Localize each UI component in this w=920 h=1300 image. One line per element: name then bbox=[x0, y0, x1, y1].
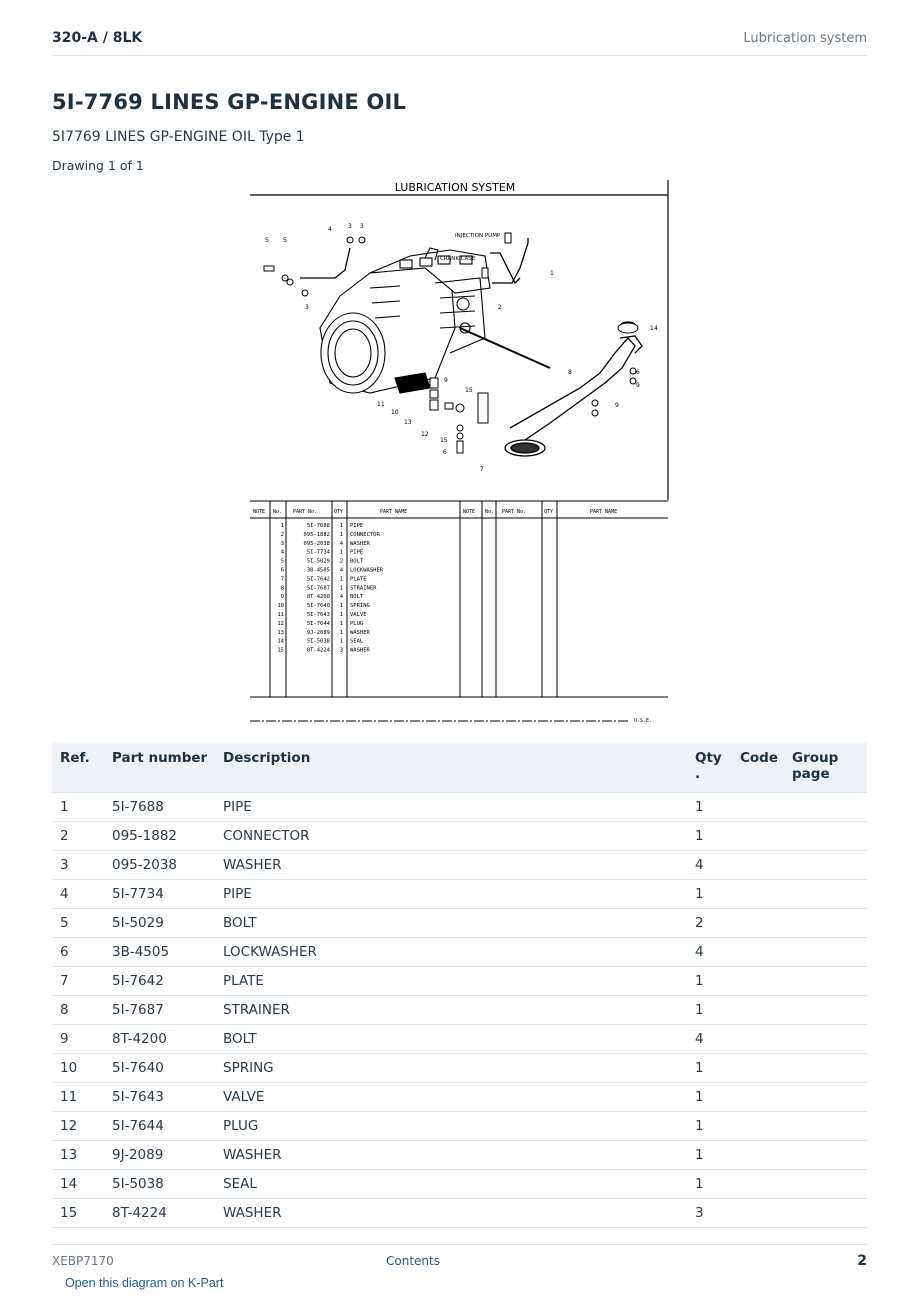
cell-group-page bbox=[784, 1054, 867, 1083]
legend-cell-part: 8T-4224 bbox=[306, 647, 330, 654]
legend-cell-part: 3B-4505 bbox=[306, 567, 330, 574]
legend-cell-qty: 1 bbox=[339, 549, 343, 556]
cell-group-page bbox=[784, 909, 867, 938]
legend-cell-qty: 1 bbox=[339, 638, 343, 645]
cell-part-number: 095-2038 bbox=[104, 851, 215, 880]
cell-group-page bbox=[784, 822, 867, 851]
cell-group-page bbox=[784, 1170, 867, 1199]
cell-ref: 2 bbox=[52, 822, 104, 851]
cell-description: PIPE bbox=[215, 793, 687, 822]
cell-description: CONNECTOR bbox=[215, 822, 687, 851]
cell-code bbox=[732, 1199, 784, 1228]
table-row bbox=[52, 793, 867, 822]
legend-cell-qty: 3 bbox=[339, 647, 343, 654]
cell-ref: 6 bbox=[52, 938, 104, 967]
cell-ref: 11 bbox=[52, 1083, 104, 1112]
svg-text:No.: No. bbox=[273, 509, 283, 515]
legend-cell-no: 9 bbox=[280, 594, 284, 601]
ref-label: 11 bbox=[377, 401, 385, 408]
legend-cell-name: WASHER bbox=[350, 540, 370, 547]
legend-cell-name: BOLT bbox=[350, 594, 364, 601]
ref-label: 6 bbox=[636, 369, 640, 376]
cell-ref: 3 bbox=[52, 851, 104, 880]
legend-cell-part: 5I-7644 bbox=[306, 620, 330, 627]
ref-label: 4 bbox=[328, 226, 332, 233]
cell-code bbox=[732, 967, 784, 996]
legend-cell-name: WASHER bbox=[350, 647, 370, 654]
legend-cell-no: 10 bbox=[277, 603, 284, 610]
svg-text:PART No.: PART No. bbox=[293, 509, 318, 515]
table-row bbox=[52, 1083, 867, 1112]
cell-part-number: 095-1882 bbox=[104, 822, 215, 851]
cell-description: PIPE bbox=[215, 880, 687, 909]
legend-cell-no: 14 bbox=[277, 638, 284, 645]
cell-group-page bbox=[784, 996, 867, 1025]
legend-cell-part: 5I-7640 bbox=[306, 603, 330, 610]
legend-cell-no: 3 bbox=[280, 540, 284, 547]
legend-cell-name: STRAINER bbox=[350, 585, 377, 592]
column-header-ref: Ref. bbox=[60, 750, 90, 766]
page-title: 5I-7769 LINES GP-ENGINE OIL bbox=[52, 90, 407, 114]
legend-headers bbox=[253, 509, 617, 515]
cell-qty: 4 bbox=[687, 1025, 732, 1054]
svg-text:PART No.: PART No. bbox=[502, 509, 527, 515]
cell-code bbox=[732, 996, 784, 1025]
legend-cell-qty: 4 bbox=[339, 540, 343, 547]
legend-cell-name: LOCKWASHER bbox=[350, 567, 384, 574]
cell-code bbox=[732, 1054, 784, 1083]
legend-cell-no: 15 bbox=[277, 647, 284, 654]
svg-text:QTY: QTY bbox=[544, 509, 554, 515]
legend-cell-qty: 1 bbox=[339, 576, 343, 583]
cell-ref: 5 bbox=[52, 909, 104, 938]
ref-label: 3 bbox=[348, 223, 352, 230]
svg-text:PART NAME: PART NAME bbox=[590, 509, 618, 515]
cell-part-number: 8T-4224 bbox=[104, 1199, 215, 1228]
cell-group-page bbox=[784, 793, 867, 822]
legend-cell-no: 1 bbox=[280, 523, 284, 529]
legend-rows bbox=[277, 523, 383, 654]
legend-cell-name: PLUG bbox=[350, 620, 364, 627]
ref-label: 15 bbox=[465, 387, 473, 394]
legend-cell-part: 5I-7734 bbox=[306, 549, 330, 556]
legend-cell-name: BOLT bbox=[350, 558, 364, 565]
legend-cell-part: 095-1882 bbox=[303, 531, 330, 538]
legend-cell-part: 8T-4200 bbox=[306, 594, 330, 601]
legend-cell-name: SEAL bbox=[350, 638, 364, 645]
cell-ref: 4 bbox=[52, 880, 104, 909]
legend-cell-no: 13 bbox=[277, 629, 284, 636]
cell-description: WASHER bbox=[215, 851, 687, 880]
legend-cell-qty: 1 bbox=[339, 531, 343, 538]
ref-label: 9 bbox=[444, 377, 448, 384]
legend-cell-part: 9J-2089 bbox=[306, 629, 330, 636]
cell-group-page bbox=[784, 1141, 867, 1170]
cell-code bbox=[732, 851, 784, 880]
cell-group-page bbox=[784, 1083, 867, 1112]
ref-label: 7 bbox=[480, 466, 484, 473]
parts-table-body bbox=[52, 793, 867, 1228]
cell-part-number: 5I-7687 bbox=[104, 996, 215, 1025]
legend-cell-qty: 2 bbox=[339, 558, 343, 565]
cell-ref: 7 bbox=[52, 967, 104, 996]
ref-label: 12 bbox=[421, 431, 429, 438]
cell-ref: 9 bbox=[52, 1025, 104, 1054]
cell-ref: 12 bbox=[52, 1112, 104, 1141]
legend-footer-mark: U.S.E. bbox=[634, 718, 653, 724]
ref-label: 13 bbox=[404, 419, 412, 426]
column-header-code: Code bbox=[740, 750, 779, 766]
legend-cell-qty: 1 bbox=[339, 603, 343, 610]
cell-ref: 8 bbox=[52, 996, 104, 1025]
cell-group-page bbox=[784, 1025, 867, 1054]
column-header-qty: Qty . bbox=[695, 750, 722, 782]
cell-qty: 1 bbox=[687, 822, 732, 851]
legend-cell-part: 5I-7688 bbox=[306, 523, 330, 529]
cell-description: WASHER bbox=[215, 1141, 687, 1170]
cell-code bbox=[732, 793, 784, 822]
cell-description: WASHER bbox=[215, 1199, 687, 1228]
cell-code bbox=[732, 1112, 784, 1141]
ref-label: 5 bbox=[283, 237, 287, 244]
cell-part-number: 9J-2089 bbox=[104, 1141, 215, 1170]
contents-link[interactable]: Contents bbox=[386, 1254, 440, 1268]
cell-code bbox=[732, 938, 784, 967]
cell-part-number: 5I-7640 bbox=[104, 1054, 215, 1083]
cell-qty: 1 bbox=[687, 793, 732, 822]
column-header-part-number: Part number bbox=[112, 750, 208, 766]
cell-description: PLATE bbox=[215, 967, 687, 996]
cell-ref: 14 bbox=[52, 1170, 104, 1199]
legend-cell-name: PIPE bbox=[350, 523, 364, 529]
legend-cell-no: 7 bbox=[280, 576, 284, 583]
table-row bbox=[52, 1199, 867, 1228]
legend-cell-qty: 1 bbox=[339, 629, 343, 636]
cell-code bbox=[732, 880, 784, 909]
page-number: 2 bbox=[857, 1253, 867, 1269]
parts-diagram bbox=[250, 178, 672, 726]
cell-part-number: 5I-7644 bbox=[104, 1112, 215, 1141]
ref-label: 1 bbox=[550, 270, 554, 277]
ref-label: 2 bbox=[498, 304, 502, 311]
cell-qty: 2 bbox=[687, 909, 732, 938]
cell-part-number: 5I-7642 bbox=[104, 967, 215, 996]
section-name: Lubrication system bbox=[743, 31, 867, 46]
cell-part-number: 5I-7734 bbox=[104, 880, 215, 909]
svg-text:NOTE: NOTE bbox=[463, 509, 476, 515]
legend-cell-name: SPRING bbox=[350, 603, 370, 610]
cell-qty: 4 bbox=[687, 851, 732, 880]
cell-part-number: 5I-7643 bbox=[104, 1083, 215, 1112]
cell-description: VALVE bbox=[215, 1083, 687, 1112]
table-row bbox=[52, 967, 867, 996]
cell-code bbox=[732, 1083, 784, 1112]
legend-cell-qty: 1 bbox=[339, 620, 343, 627]
legend-cell-name: PLATE bbox=[350, 576, 367, 583]
table-row bbox=[52, 909, 867, 938]
cell-ref: 15 bbox=[52, 1199, 104, 1228]
cell-qty: 1 bbox=[687, 1083, 732, 1112]
legend-cell-no: 12 bbox=[277, 620, 284, 627]
table-row bbox=[52, 880, 867, 909]
legend-cell-no: 11 bbox=[277, 612, 284, 618]
legend-cell-part: 5I-7687 bbox=[306, 585, 330, 592]
page-footer bbox=[52, 1244, 867, 1275]
table-row bbox=[52, 822, 867, 851]
lubrication-diagram-svg bbox=[250, 178, 672, 726]
model-breadcrumb: 320-A / 8LK bbox=[52, 30, 143, 46]
cell-ref: 10 bbox=[52, 1054, 104, 1083]
legend-cell-part: 095-2038 bbox=[303, 540, 330, 547]
cell-part-number: 5I-5038 bbox=[104, 1170, 215, 1199]
legend-cell-part: 5I-5038 bbox=[306, 638, 330, 645]
ref-label: 8 bbox=[568, 369, 572, 376]
cell-qty: 1 bbox=[687, 1170, 732, 1199]
page-header bbox=[52, 28, 867, 56]
legend-cell-name: PIPE bbox=[350, 549, 364, 556]
svg-text:No.: No. bbox=[485, 509, 495, 515]
cell-code bbox=[732, 1170, 784, 1199]
page-subtitle: 5I7769 LINES GP-ENGINE OIL Type 1 bbox=[52, 129, 305, 145]
cell-code bbox=[732, 822, 784, 851]
cell-description: SEAL bbox=[215, 1170, 687, 1199]
table-row bbox=[52, 1141, 867, 1170]
cell-description: SPRING bbox=[215, 1054, 687, 1083]
legend-cell-qty: 4 bbox=[339, 594, 343, 601]
cell-group-page bbox=[784, 1112, 867, 1141]
cell-part-number: 3B-4505 bbox=[104, 938, 215, 967]
cell-qty: 1 bbox=[687, 1141, 732, 1170]
svg-text:NOTE: NOTE bbox=[253, 509, 266, 515]
cell-qty: 1 bbox=[687, 1112, 732, 1141]
column-header-description: Description bbox=[223, 750, 311, 766]
callout-injection-pump: INJECTION PUMP bbox=[455, 233, 501, 239]
cell-description: STRAINER bbox=[215, 996, 687, 1025]
ref-label: 9 bbox=[615, 402, 619, 409]
cell-code bbox=[732, 1141, 784, 1170]
cell-ref: 1 bbox=[52, 793, 104, 822]
legend-cell-qty: 4 bbox=[339, 567, 343, 574]
open-kpart-link[interactable]: Open this diagram on K-Part bbox=[65, 1276, 224, 1290]
ref-label: 6 bbox=[443, 449, 447, 456]
cell-qty: 1 bbox=[687, 967, 732, 996]
cell-part-number: 5I-7688 bbox=[104, 793, 215, 822]
ref-label: 5 bbox=[265, 237, 269, 244]
document-id: XEBP7170 bbox=[52, 1254, 114, 1268]
legend-cell-no: 4 bbox=[280, 549, 284, 556]
cell-ref: 13 bbox=[52, 1141, 104, 1170]
ref-label: 9 bbox=[636, 382, 640, 389]
legend-cell-name: WASHER bbox=[350, 629, 370, 636]
cell-description: LOCKWASHER bbox=[215, 938, 687, 967]
table-header-row bbox=[52, 743, 867, 793]
legend-cell-name: VALVE bbox=[350, 612, 367, 618]
column-header-group-page: Group page bbox=[792, 750, 839, 782]
cell-qty: 1 bbox=[687, 880, 732, 909]
table-row bbox=[52, 1025, 867, 1054]
table-row bbox=[52, 1054, 867, 1083]
table-row bbox=[52, 1170, 867, 1199]
svg-text:PART NAME: PART NAME bbox=[380, 509, 408, 515]
ref-label: 3 bbox=[305, 304, 309, 311]
table-row bbox=[52, 851, 867, 880]
cell-part-number: 5I-5029 bbox=[104, 909, 215, 938]
legend-cell-name: CONNECTOR bbox=[350, 531, 380, 538]
cell-group-page bbox=[784, 851, 867, 880]
cell-code bbox=[732, 1025, 784, 1054]
legend-cell-qty: 1 bbox=[339, 612, 343, 618]
legend-cell-qty: 1 bbox=[339, 523, 343, 529]
cell-qty: 4 bbox=[687, 938, 732, 967]
cell-code bbox=[732, 909, 784, 938]
legend-cell-no: 2 bbox=[280, 531, 284, 538]
ref-label: 14 bbox=[650, 325, 658, 332]
legend-cell-no: 6 bbox=[280, 567, 284, 574]
legend-cell-part: 5I-5029 bbox=[306, 558, 330, 565]
ref-label: 3 bbox=[360, 223, 364, 230]
cell-group-page bbox=[784, 967, 867, 996]
drawing-count-label: Drawing 1 of 1 bbox=[52, 158, 144, 173]
table-row bbox=[52, 938, 867, 967]
parts-table bbox=[52, 743, 867, 1228]
legend-cell-no: 8 bbox=[280, 585, 284, 592]
diagram-heading: LUBRICATION SYSTEM bbox=[394, 181, 516, 194]
ref-label: 15 bbox=[440, 437, 448, 444]
cell-group-page bbox=[784, 1199, 867, 1228]
cell-qty: 1 bbox=[687, 996, 732, 1025]
ref-label: 10 bbox=[391, 409, 399, 416]
cell-description: PLUG bbox=[215, 1112, 687, 1141]
legend-cell-qty: 1 bbox=[339, 585, 343, 592]
cell-group-page bbox=[784, 938, 867, 967]
cell-part-number: 8T-4200 bbox=[104, 1025, 215, 1054]
cell-group-page bbox=[784, 880, 867, 909]
callout-crank-case: CRANK CASE bbox=[440, 256, 476, 262]
legend-cell-part: 5I-7642 bbox=[306, 576, 330, 583]
cell-description: BOLT bbox=[215, 909, 687, 938]
cell-qty: 1 bbox=[687, 1054, 732, 1083]
svg-text:QTY: QTY bbox=[334, 509, 344, 515]
legend-cell-part: 5I-7643 bbox=[306, 612, 330, 618]
table-row bbox=[52, 1112, 867, 1141]
cell-description: BOLT bbox=[215, 1025, 687, 1054]
cell-qty: 3 bbox=[687, 1199, 732, 1228]
table-row bbox=[52, 996, 867, 1025]
legend-cell-no: 5 bbox=[280, 558, 284, 565]
